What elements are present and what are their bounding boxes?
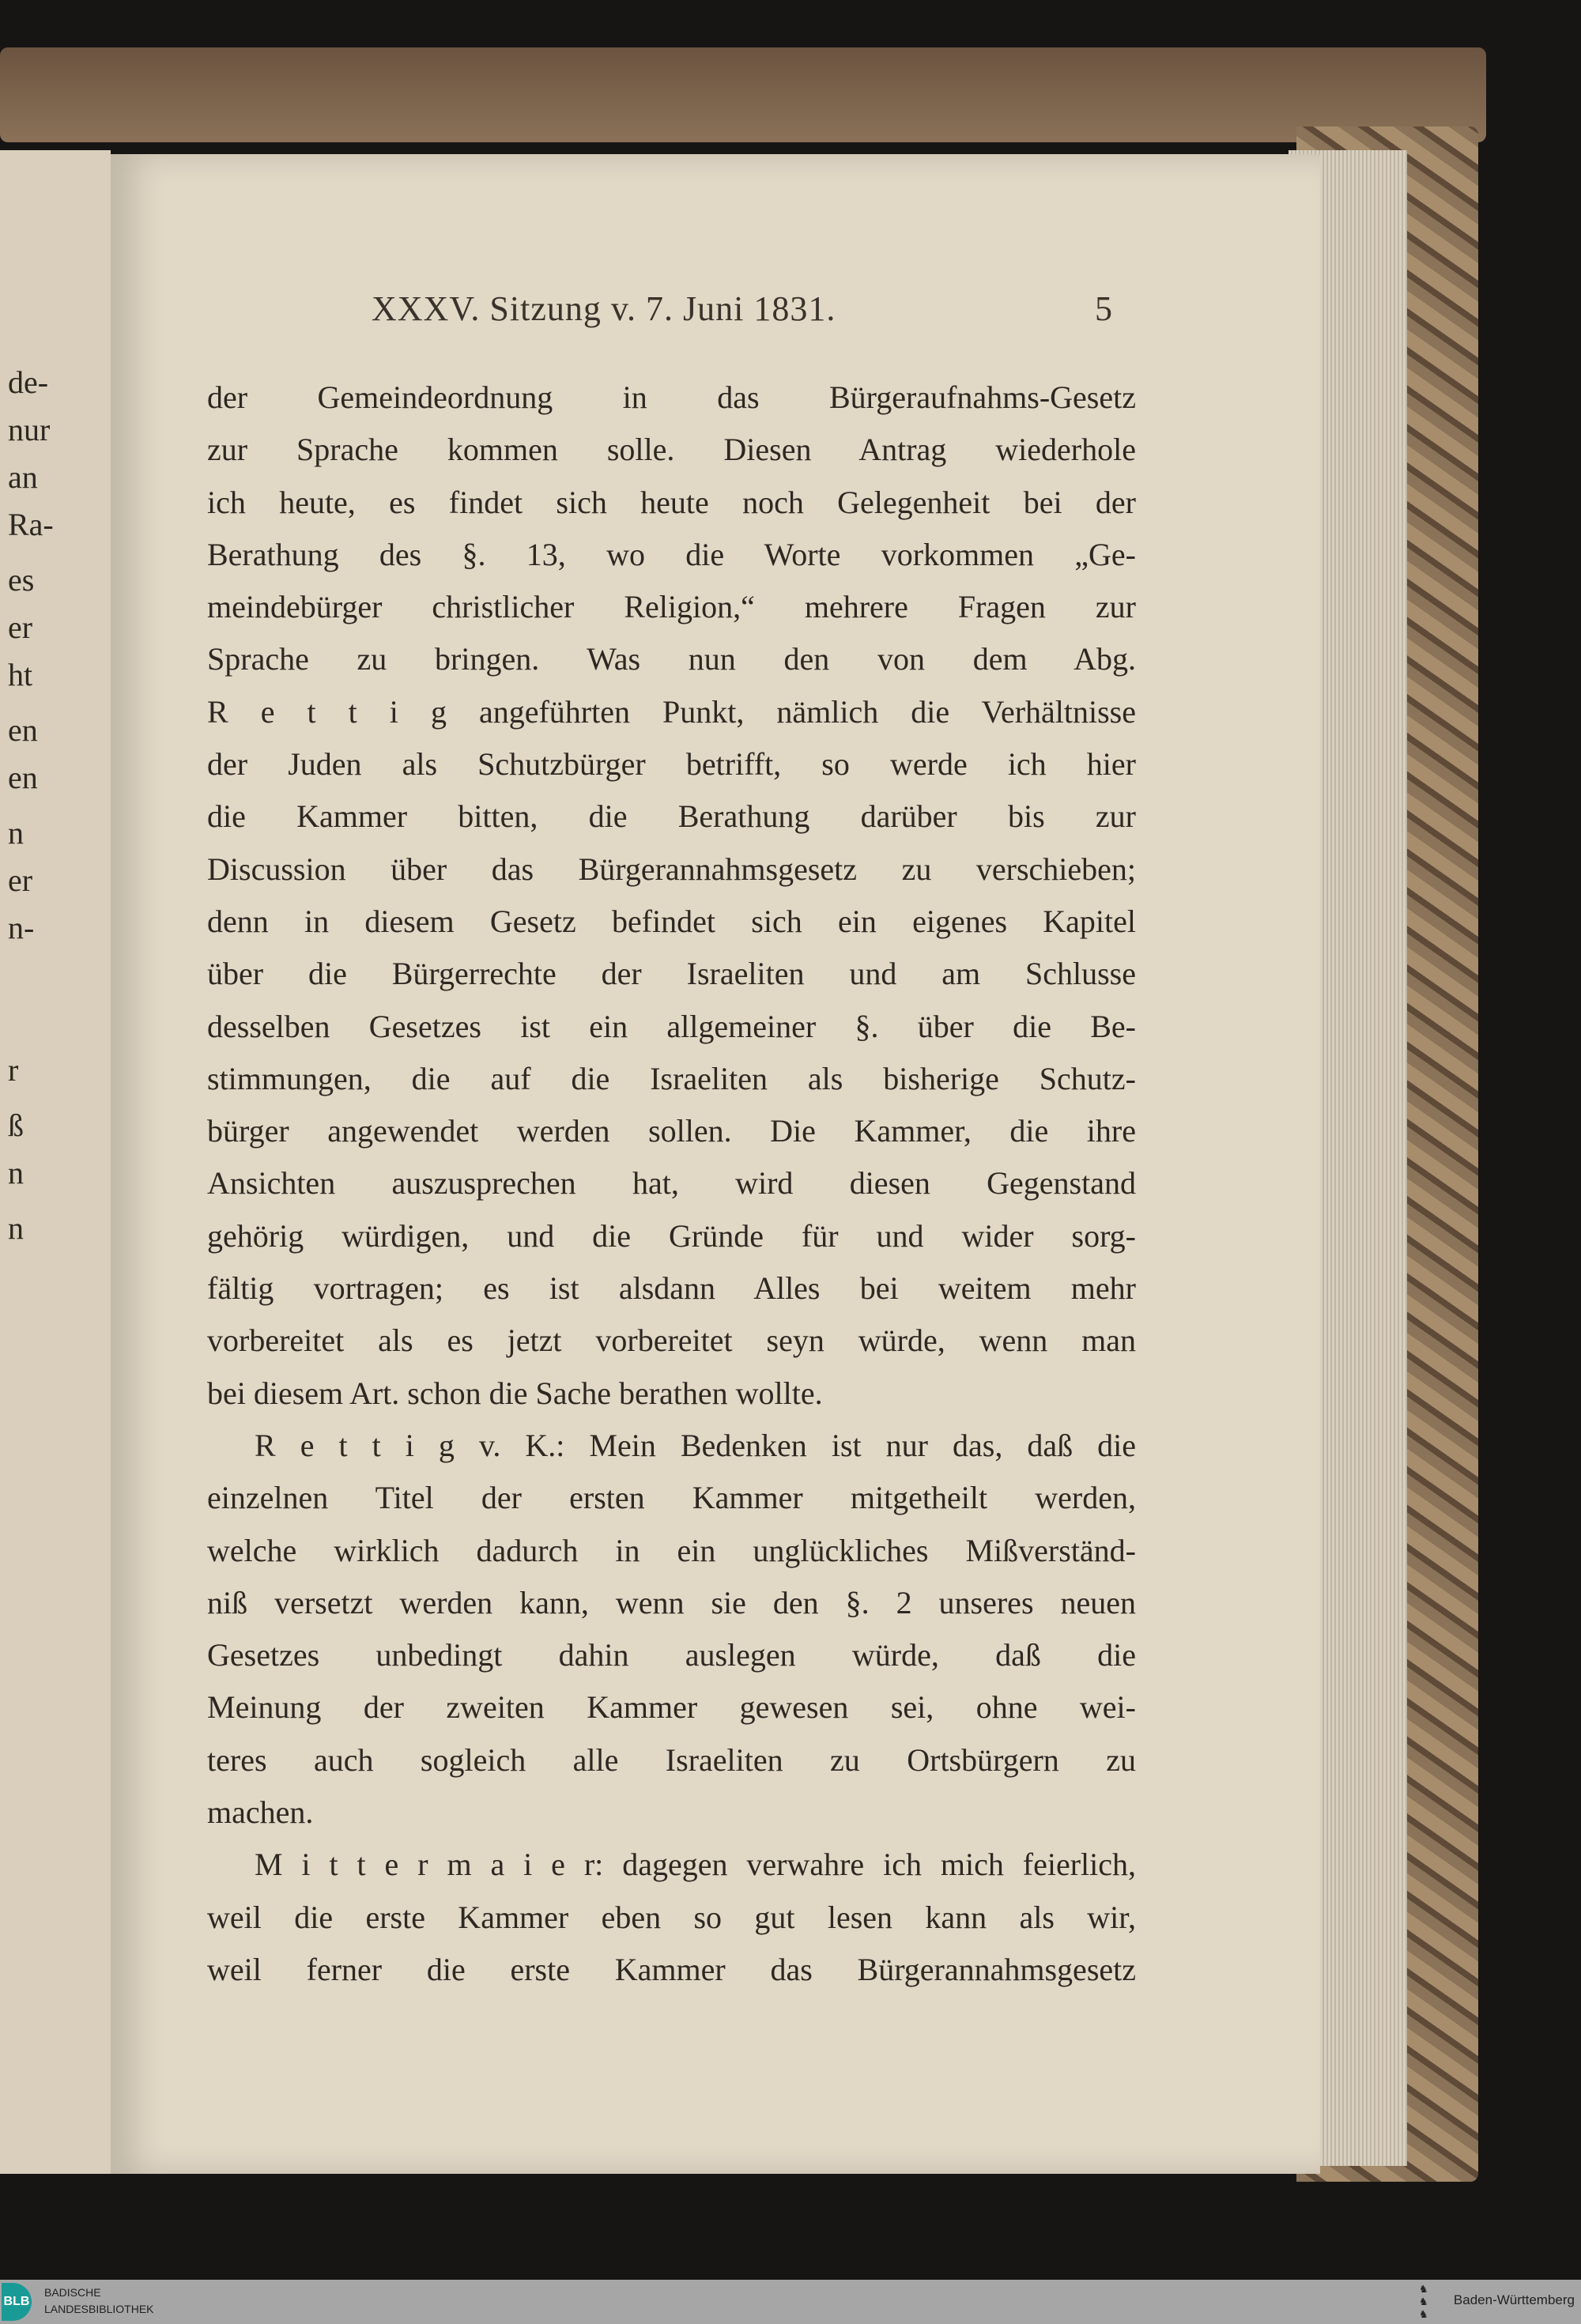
lions-coat-of-arms-icon: ♞ ♞ ♞ — [1419, 2283, 1428, 2320]
text-line: gehörig würdigen, und die Gründe für und wider sorg- — [207, 1217, 1136, 1254]
text-line: desselben Gesetzes ist ein allgemeiner §. über die Be- — [207, 1008, 1136, 1044]
text-line: denn in diesem Gesetz befindet sich ein eigenes Kapitel — [207, 903, 1136, 939]
running-title: XXXV. Sitzung v. 7. Juni 1831. — [372, 289, 836, 328]
text-line: die Kammer bitten, die Berathung darüber bis zur — [207, 798, 1136, 835]
text-line: Berathung des §. 13, wo die Worte vorkommen „Ge- — [207, 536, 1136, 572]
blb-logo[interactable]: BLB — [2, 2283, 32, 2321]
text-line: Ansichten auszusprechen hat, wird diesen Gegenstand — [207, 1165, 1136, 1202]
left-page-fragment: er — [8, 862, 33, 898]
text-line: bei diesem Art. schon die Sache berathen wollte. — [207, 1375, 823, 1411]
text-line: über die Bürgerrechte der Israeliten und am Schlusse — [207, 956, 1136, 992]
left-page-fragment: r — [8, 1052, 19, 1088]
text-line: Sprache zu bringen. Was nun den von dem Abg. — [207, 641, 1136, 677]
text-line: Meinung der zweiten Kammer gewesen sei, ohne wei- — [207, 1689, 1136, 1726]
text-line: der Gemeindeordnung in das Bürgeraufnahms-Gesetz — [207, 379, 1136, 415]
left-page-fragment: an — [8, 459, 38, 495]
page-number: 5 — [1095, 289, 1112, 328]
page-text — [207, 372, 1136, 1996]
left-page-fragment: n- — [8, 910, 35, 945]
text-line: teres auch sogleich alle Israeliten zu Ortsbürgern zu — [207, 1741, 1136, 1778]
left-page-fragment: Ra- — [8, 507, 54, 542]
left-page-fragment: er — [8, 609, 33, 645]
text-line: welche wirklich dadurch in ein unglückliches Mißverständ- — [207, 1532, 1136, 1568]
left-page-fragment: n — [8, 1155, 24, 1190]
left-page-fragment: en — [8, 712, 38, 748]
text-line: fältig vortragen; es ist alsdann Alles bei weitem mehr — [207, 1270, 1136, 1307]
text-line: vorbereitet als es jetzt vorbereitet seyn würde, wenn man — [207, 1322, 1136, 1359]
left-page-fragment: ht — [8, 657, 33, 692]
text-line: M i t t e r m a i e r: dagegen verwahre ich mich feierlich, — [255, 1847, 1136, 1883]
left-page-fragment: nur — [8, 412, 51, 447]
text-line: Gesetzes unbedingt dahin auslegen würde, daß die — [207, 1637, 1136, 1673]
library-name[interactable] — [44, 2284, 154, 2318]
text-line: zur Sprache kommen solle. Diesen Antrag wiederhole — [207, 432, 1136, 468]
library-line1: BADISCHE — [44, 2286, 101, 2299]
left-page-fragment: ß — [8, 1107, 24, 1143]
footer-bar — [0, 2280, 1581, 2324]
text-line: ich heute, es findet sich heute noch Gelegenheit bei der — [207, 484, 1136, 520]
left-page-fragment: es — [8, 562, 35, 598]
text-line: R e t t i g v. K.: Mein Bedenken ist nur das, daß die — [255, 1427, 1136, 1463]
text-line: weil ferner die erste Kammer das Bürgerannahmsgesetz — [207, 1951, 1136, 1987]
left-page-fragment: n — [8, 1210, 24, 1246]
text-line: niß versetzt werden kann, wenn sie den §. 2 unseres neuen — [207, 1584, 1136, 1620]
text-line: weil die erste Kammer eben so gut lesen kann als wir, — [207, 1899, 1136, 1935]
state-label[interactable]: Baden-Württemberg — [1453, 2292, 1575, 2307]
left-page-fragment: de- — [8, 364, 49, 400]
text-line: machen. — [207, 1794, 314, 1831]
left-page-fragment: n — [8, 815, 24, 851]
left-page-fragment: en — [8, 760, 38, 795]
library-line2: LANDESBIBLIOTHEK — [44, 2303, 154, 2315]
text-line: der Juden als Schutzbürger betrifft, so werde ich hier — [207, 746, 1136, 783]
text-line: einzelnen Titel der ersten Kammer mitgetheilt werden, — [207, 1480, 1136, 1516]
text-line: stimmungen, die auf die Israeliten als bisherige Schutz- — [207, 1060, 1136, 1096]
text-line: R e t t i g angeführten Punkt, nämlich die Verhältnisse — [207, 693, 1136, 730]
left-page — [0, 150, 111, 2174]
text-line: meindebürger christlicher Religion,“ mehrere Fragen zur — [207, 589, 1136, 625]
book-cover-top — [0, 47, 1486, 142]
text-line: Discussion über das Bürgerannahmsgesetz zu verschieben; — [207, 851, 1136, 887]
text-line: bürger angewendet werden sollen. Die Kammer, die ihre — [207, 1113, 1136, 1149]
